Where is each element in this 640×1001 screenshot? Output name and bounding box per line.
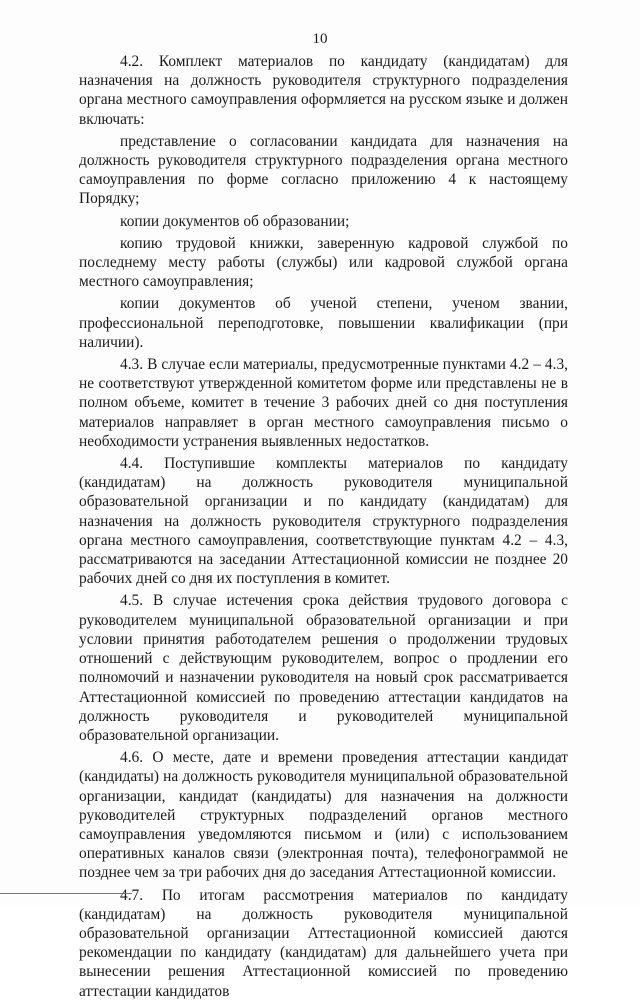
paragraph-4-2: 4.2. Комплект материалов по кандидату (кандидатам) для назначения на должность руководителя структурного подразделения органа местного самоуправления оформляется на русском языке и должен включать: bbox=[79, 53, 568, 128]
page-number: 10 bbox=[312, 31, 328, 47]
list-item-representation: представление о согласовании кандидата для назначения на должность руководителя структурного подразделения органа местного самоуправления по форме согласно приложению 4 к настоящему Порядку; bbox=[79, 132, 568, 208]
paragraph-4-6: 4.6. О месте, дате и времени проведения аттестации кандидат (кандидаты) на должность руководителя муниципальной образовательной организации, кандидат (кандидаты) для назначения на должности руководителей структурных подразделений органов местного самоуправления уведомляются письмом и (или) с использованием оперативных каналов связи (электронная почта), телефонограммой не позднее чем за три рабочих дня до заседания Аттестационной комиссии. bbox=[79, 749, 568, 882]
list-item-education-copies: копии документов об образовании; bbox=[120, 212, 350, 230]
paragraph-4-3: 4.3. В случае если материалы, предусмотренные пунктами 4.2 – 4.3, не соответствуют утвержденной комитетом форме или представлены не в полном объеме, комитет в течение 3 рабочих дней со дня поступления материалов направляет в орган местного самоуправления письмо о необходимости устранения выявленных недостатков. bbox=[79, 356, 568, 450]
scan-edge-line bbox=[0, 893, 132, 894]
paragraph-4-4: 4.4. Поступившие комплекты материалов по кандидату (кандидатам) на должность руководителя муниципальной образовательной организации и по кандидату (кандидатам) для назначения на должность руководителя структурного подразделения органа местного самоуправления, соответствующие пунктам 4.2 – 4.3, рассматриваются на заседании Аттестационной комиссии не позднее 20 рабочих дней со дня их поступления в комитет. bbox=[79, 455, 568, 588]
list-item-degree-copies: копии документов об ученой степени, ученом звании, профессиональной переподготовке, повышении квалификации (при наличии). bbox=[79, 295, 568, 351]
document-body bbox=[79, 52, 568, 1001]
paragraph-4-7: 4.7. По итогам рассмотрения материалов по кандидату (кандидатам) на должность руководителя муниципальной образовательной организации Аттестационной комиссией даются рекомендации по кандидату (кандидатам) для дальнейшего учета при вынесении решения Аттестационной комиссией по проведению аттестации кандидатов bbox=[79, 886, 568, 1000]
paragraph-4-5: 4.5. В случае истечения срока действия трудового договора с руководителем муниципальной образовательной организации и при условии принятия работодателем решения о продолжении трудовых отношений с действующим руководителем, вопрос о продлении его полномочий и назначении руководителя на новый срок рассматривается Аттестационной комиссией по проведению аттестации кандидатов на должность руководителя и руководителей муниципальной образовательной организации. bbox=[79, 592, 568, 744]
list-item-work-record-copy: копию трудовой книжки, заверенную кадровой службой по последнему месту работы (службы) или кадровой службой органа местного самоуправления; bbox=[79, 234, 568, 291]
